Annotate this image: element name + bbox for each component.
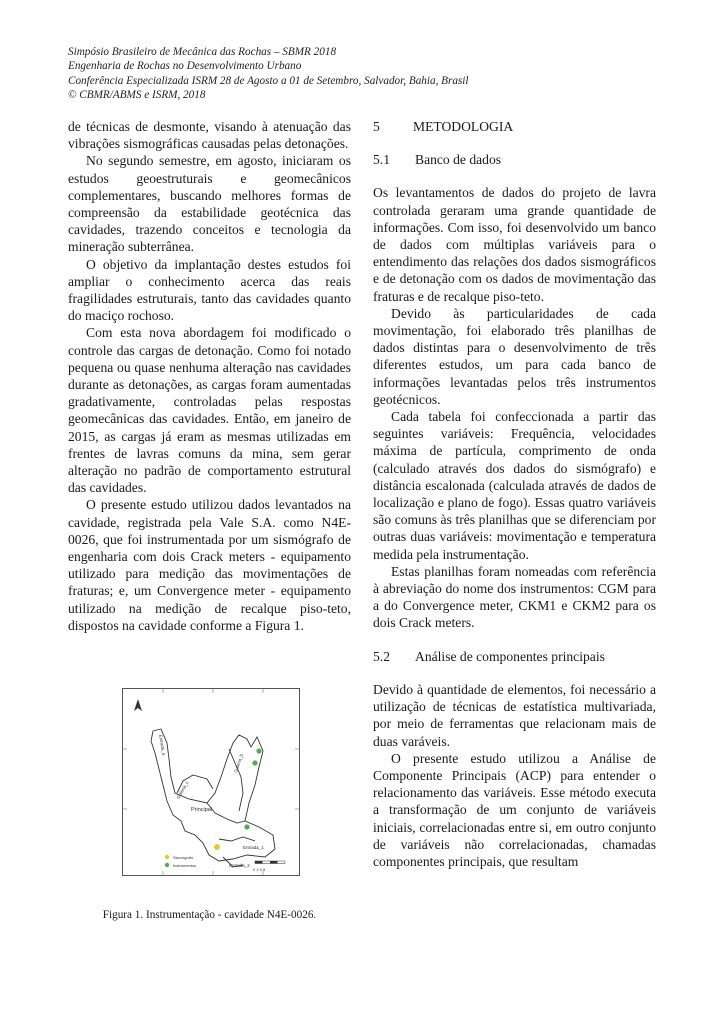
paragraph: Com esta nova abordagem foi modificado o controle das cargas de detonação. Como foi notado pequena ou quase nenhuma alteração nas cavidades durante as detonações, as cargas foram aumentadas gradativamente, controladas pelas respostas geomecânicas das cavidades. Então, em janeiro de 2015, as cargas já eram as mesmas utilizadas em frentes de lavras comuns da mina, sem gerar alteração no padrão de comportamento estrutural das cavidades.: [68, 325, 351, 496]
instrument-marker: [244, 824, 249, 829]
instrument-marker: [252, 760, 257, 765]
section-title: METODOLOGIA: [413, 119, 514, 134]
cave-map-drawing: [123, 689, 299, 875]
paragraph: Cada tabela foi confeccionada a partir das seguintes variáveis: Frequência, velocidades máxima de partícula, comprimento de onda (calculado através dos dados do sismógrafo) e distância escalonada (calculada através de dados de localização e plano de fogo). Essas quatro variáveis são comuns às três planilhas que se diferenciam por outras duas variáveis: movimentação e temperatura medida pela instrumentação.: [373, 409, 656, 562]
seismograph-marker: [214, 844, 220, 850]
header-line: © CBMR/ABMS e ISRM, 2018: [68, 89, 206, 102]
scale-bar-label: 0 2 4 8: [253, 867, 266, 872]
label-entrada-1: Entrada_1: [243, 845, 264, 850]
paragraph: O objetivo da implantação destes estudos foi ampliar o conhecimento acerca das reais fragilidades estruturais, tanto das cavidades quanto do maciço rochoso.: [68, 256, 351, 324]
subsection-number: 5.2: [373, 648, 390, 664]
paragraph: Estas planilhas foram nomeadas com referência à abreviação do nome dos instrumentos: CGM para a do Convergence meter, CKM1 e CKM2 para os dois Crack meters.: [373, 563, 656, 631]
label-galeria-b: Galeria_b: [233, 753, 244, 774]
legend-instrument-label: Instrumentos: [173, 863, 197, 868]
paragraph: Os levantamentos de dados do projeto de lavra controlada geraram uma grande quantidade de informações. Com isso, foi desenvolvido um banco de dados com múltiplas variáveis para o entendimento das relações dos dados sismográficos e de detonação com os dados de movimentação das fraturas e de recalque piso-teto.: [373, 185, 656, 304]
map-frame-ticks: [123, 689, 299, 875]
right-column: [373, 118, 656, 870]
paragraph: No segundo semestre, em agosto, iniciaram os estudos geoestruturais e geomecânicos complementares, buscando melhores formas de compreensão da estabilidade geotécnica das cavidades, trazendo conceitos e tecnologia da mineração subterrânea.: [68, 153, 351, 255]
label-principal: Principal: [191, 807, 213, 813]
instrument-marker: [256, 748, 261, 753]
header-line: Engenharia de Rochas no Desenvolvimento Urbano: [68, 60, 302, 73]
subsection-heading: [373, 151, 656, 168]
subsection-number: 5.1: [373, 152, 390, 168]
figure-caption: Figura 1. Instrumentação - cavidade N4E-0026.: [102, 909, 317, 921]
north-arrow-icon: [134, 699, 142, 711]
header-line: Simpósio Brasileiro de Mecânica das Rochas – SBMR 2018: [68, 46, 337, 58]
label-galeria-c: Galeria_c: [175, 780, 190, 800]
section-heading: [373, 118, 656, 135]
paragraph: de técnicas de desmonte, visando à atenuação das vibrações sismográficas causadas pelas detonações.: [68, 119, 351, 152]
paragraph: O presente estudo utilizou dados levantados na cavidade, registrada pela Vale S.A. como N4E-0026, que foi instrumentada por um sismógrafo de engenharia com dois Crack meters - equipamento utilizado para medição das movimentações de fraturas; e, um Convergence meter - equipamento utilizado na medição de recalque piso-teto, dispostos na cavidade conforme a Figura 1.: [68, 497, 351, 633]
figure-cave-map: [122, 688, 300, 876]
subsection-title: Análise de componentes principais: [415, 648, 605, 664]
legend-instrument-swatch: [165, 863, 169, 867]
scale-bar: [253, 861, 285, 872]
map-legend: [165, 855, 196, 868]
label-entrada-2: Entrada_2: [229, 863, 250, 868]
subsection-heading: [373, 648, 656, 665]
section-number: 5: [373, 119, 380, 134]
header-line: Conferência Especializada ISRM 28 de Agosto a 01 de Setembro, Salvador, Bahia, Brasil: [68, 74, 469, 87]
conference-header: [68, 45, 668, 103]
paragraph: Devido às particularidades de cada movimentação, foi elaborado três planilhas de dados distintas para o desenvolvimento de três diferentes estudos, um para cada banco de informações levantadas pelos três instrumentos geotécnicos.: [373, 305, 656, 407]
label-galeria-a: Entrada_a: [158, 734, 167, 756]
legend-seismograph-swatch: [165, 855, 169, 859]
left-column: [68, 118, 351, 634]
legend-seismograph-label: Sismógrafo: [173, 855, 194, 860]
paragraph: O presente estudo utilizou a Análise de Componente Principais (ACP) para entender o relacionamento das variáveis. Esse método executa a transformação de um conjunto de variáveis iniciais, correlacionadas entre si, em outro conjunto de variáveis não correlacionadas, chamadas componentes principais, que resultam: [373, 750, 656, 869]
subsection-title: Banco de dados: [415, 152, 502, 168]
paragraph: Devido à quantidade de elementos, foi necessário a utilização de técnicas de estatística multivariada, por meio de ferramentas que relacionam mais de duas varáveis.: [373, 681, 656, 749]
